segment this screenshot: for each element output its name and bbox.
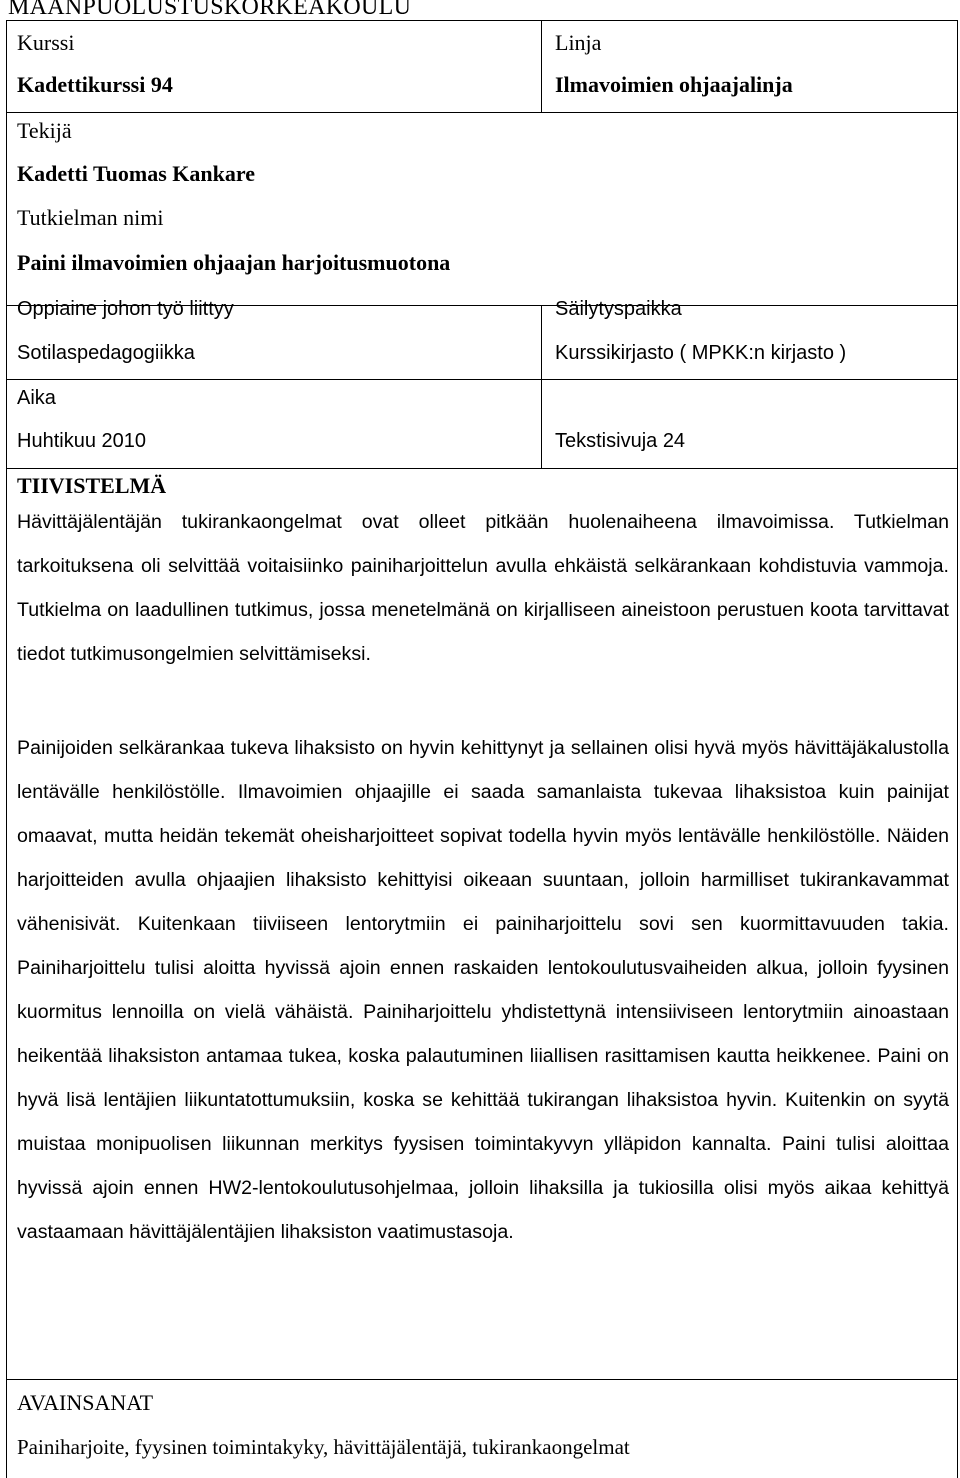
subject-value: Sotilaspedagogiikka [17,342,195,364]
subject-label: Oppiaine johon työ liittyy [17,298,234,320]
line-label: Linja [555,30,602,55]
keywords-label: AVAINSANAT [17,1390,154,1415]
row-divider [7,468,957,469]
thesis-title-label: Tutkielman nimi [17,205,164,230]
abstract-heading: TIIVISTELMÄ [17,473,167,498]
course-value: Kadettikurssi 94 [17,72,173,97]
pages-value: Tekstisivuja 24 [555,430,686,452]
author-label: Tekijä [17,118,72,143]
column-divider [541,21,542,112]
thesis-title-value: Paini ilmavoimien ohjaajan harjoitusmuotona [17,250,451,275]
time-value: Huhtikuu 2010 [17,430,146,452]
row-divider [7,1379,957,1380]
organization-name: MAANPUOLUSTUSKORKEAKOULU [8,0,412,20]
keywords-value: Painiharjoite, fyysinen toimintakyky, hävittäjälentäjä, tukirankaongelmat [17,1435,630,1459]
abstract-paragraph-2: Painijoiden selkärankaa tukeva lihaksisto on hyvin kehittynyt ja sellainen olisi hyvä myös hävittäjäkalustolla lentävälle henkilöstölle. Ilmavoimien ohjaajille ei saada samanlaista tukevaa lihaksistoa kuin painijat omaavat, mutta heidän tekemät oheisharjoitteet sopivat todella hyvin myös lentävälle henkilöstölle. Näiden harjoitteiden avulla ohjaajien lihaksisto kehittyisi oikeaan suuntaan, jolloin harmilliset tukirankavammat vähenisivät. Kuitenkaan tiiviiseen lentorytmiin ei painiharjoittelu sovi sen kuormittavuuden takia. Painiharjoittelu tulisi aloitta hyvissä ajoin ennen raskaiden lentokoulutusvaiheiden alkua, jolloin fyysinen kuormitus lennoilla on vielä vähäistä. Painiharjoittelu yhdistettynä intensiiviseen lentorytmiin ainoastaan heikentää lihaksiston antamaa tukea, koska palautuminen liiallisen rasittamisen kautta heikkenee. Paini on hyvä lisä lentäjien liikuntatottumuksiin, koska se kehittää tukirangan lihaksistoa hyvin. Kuitenkin on syytä muistaa monipuolisen liikunnan merkitys fyysisen toimintakyvyn ylläpidon kannalta. Paini tulisi aloittaa hyvissä ajoin ennen HW2-lentokoulutusohjelmaa, jolloin lihaksilla ja tukiosilla olisi myös aikaa kehittyä vastaamaan hävittäjälentäjien lihaksiston vaatimustasoja. [17,737,949,1243]
column-divider [541,305,542,468]
time-label: Aika [17,387,56,409]
author-value: Kadetti Tuomas Kankare [17,161,255,186]
storage-label: Säilytyspaikka [555,298,682,320]
line-value: Ilmavoimien ohjaajalinja [555,72,793,97]
row-divider [7,112,957,113]
abstract-paragraph-1: Hävittäjälentäjän tukirankaongelmat ovat olleet pitkään huolenaiheena ilmavoimissa. Tutkielman tarkoituksena oli selvittää voitaisiinko painiharjoittelun avulla ehkäistä selkärankaan kohdistuvia vammoja. Tutkielma on laadullinen tutkimus, jossa menetelmänä on kirjalliseen aineistoon perustuen koota tarvittavat tiedot tutkimusongelmien selvittämiseksi. [17,511,949,665]
storage-value: Kurssikirjasto ( MPKK:n kirjasto ) [555,342,847,364]
row-divider [7,379,957,380]
course-label: Kurssi [17,30,75,55]
abstract-form [6,20,958,1478]
